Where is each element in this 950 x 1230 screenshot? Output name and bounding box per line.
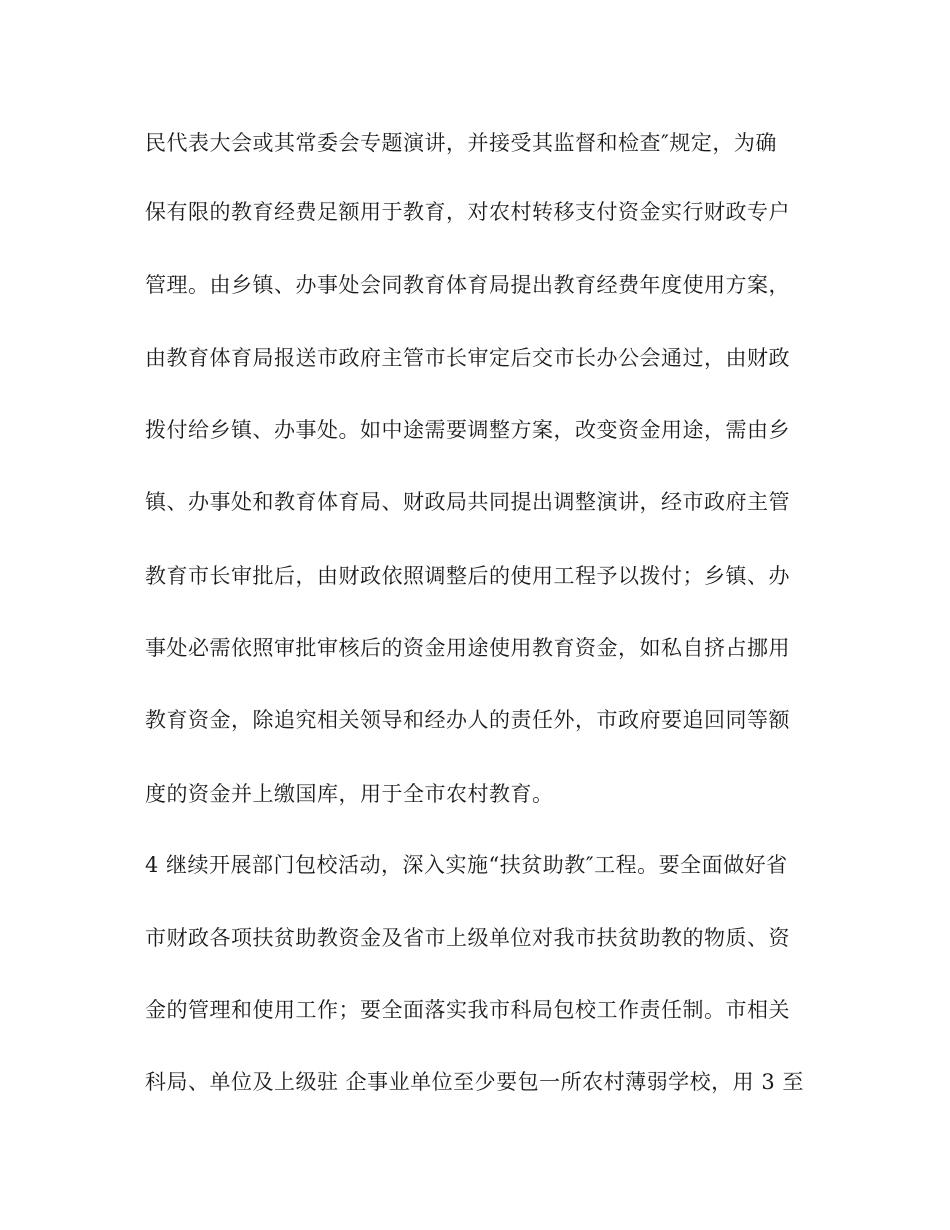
text-line-1: 民代表大会或其常委会专题演讲，并接受其监督和检查″规定，为确 — [145, 131, 777, 155]
text-line-10: 度的资金并上缴国库，用于全市农村教育。 — [145, 782, 554, 806]
text-line-2: 保有限的教育经费足额用于教育，对农村转移支付资金实行财政专户 — [145, 200, 790, 224]
text-line-8: 事处必需依照审批审核后的资金用途使用教育资金，如私自挤占挪用 — [145, 636, 790, 660]
text-line-13: 金的管理和使用工作；要全面落实我市科局包校工作责任制。市相关 — [145, 998, 790, 1022]
text-line-9: 教育资金，除追究相关领导和经办人的责任外，市政府要追回同等额 — [145, 708, 790, 732]
text-line-7: 教育市长审批后，由财政依照调整后的使用工程予以拨付；乡镇、办 — [145, 564, 790, 588]
text-line-5: 拨付给乡镇、办事处。如中途需要调整方案，改变资金用途，需由乡 — [145, 418, 790, 442]
text-line-12: 市财政各项扶贫助教资金及省市上级单位对我市扶贫助教的物质、资 — [145, 926, 790, 950]
text-line-3: 管理。由乡镇、办事处会同教育体育局提出教育经费年度使用方案， — [145, 273, 790, 297]
text-line-11: 4 继续开展部门包校活动，深入实施“扶贫助教″工程。要全面做好省 — [145, 853, 788, 877]
text-line-14: 科局、单位及上级驻 企事业单位至少要包一所农村薄弱学校，用 3 至 — [145, 1070, 804, 1094]
text-line-6: 镇、办事处和教育体育局、财政局共同提出调整演讲，经市政府主管 — [145, 490, 790, 514]
text-line-4: 由教育体育局报送市政府主管市长审定后交市长办公会通过，由财政 — [145, 346, 790, 370]
